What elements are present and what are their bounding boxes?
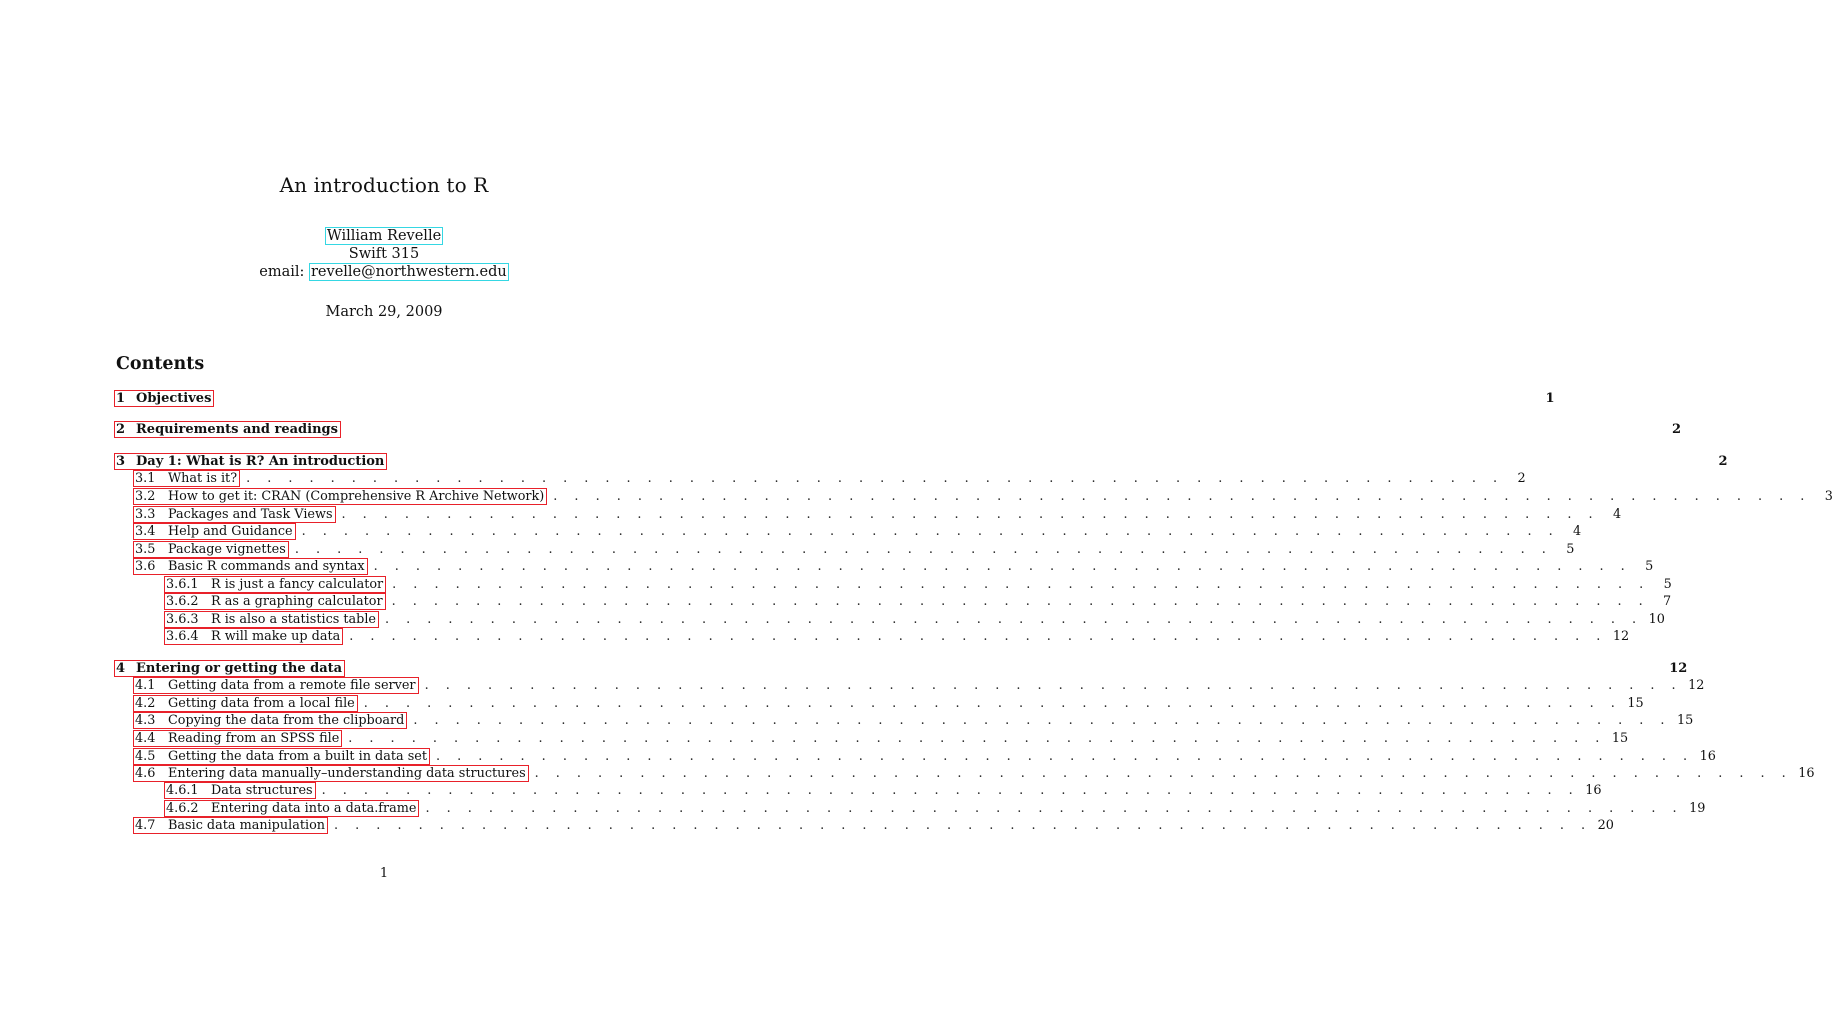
toc-page-number: 5 bbox=[1645, 559, 1654, 574]
toc-number: 3.6.1 bbox=[166, 577, 199, 592]
toc-number: 4.3 bbox=[135, 713, 156, 728]
toc-page-number: 15 bbox=[1611, 731, 1629, 746]
toc-page-number: 7 bbox=[1663, 594, 1672, 609]
toc-page-number: 3 bbox=[1824, 489, 1833, 504]
toc-page-number: 16 bbox=[1798, 766, 1815, 781]
toc-title: Data structures bbox=[211, 783, 313, 798]
toc-number: 3.2 bbox=[135, 489, 156, 504]
toc-title: Reading from an SPSS file bbox=[168, 731, 340, 746]
toc-number: 4.2 bbox=[135, 696, 156, 711]
toc-link[interactable] bbox=[133, 470, 240, 487]
toc-number: 4.6.2 bbox=[166, 801, 199, 816]
toc-leader: . . . . . . . . . . . . . . . . . . . . . . . . . . . . . . . . . . . . . . . . . . . . . . . . . . . . . . . . . . . . bbox=[348, 731, 1606, 746]
toc-number: 4.1 bbox=[135, 678, 156, 693]
toc-title: Entering or getting the data bbox=[136, 661, 343, 676]
toc-page-number: 4 bbox=[1573, 524, 1582, 539]
document-date: March 29, 2009 bbox=[325, 304, 443, 320]
toc-leader: . . . . . . . . . . . . . . . . . . . . . . . . . . . . . . . . . . . . . . . . . . . . . . . . . . . . . . . . . . . . bbox=[301, 524, 1560, 539]
toc-page-number: 20 bbox=[1597, 818, 1614, 833]
email-label: email: bbox=[259, 264, 309, 280]
toc-leader: . . . . . . . . . . . . . . . . . . . . . . . . . . . . . . . . . . . . . . . . . . . . . . . . . . . . . . . . . . . . bbox=[413, 713, 1671, 728]
toc-title: Copying the data from the clipboard bbox=[168, 713, 405, 728]
toc-number: 3.4 bbox=[135, 524, 156, 539]
toc-page-number: 2 bbox=[1718, 454, 1728, 469]
toc-leader: . . . . . . . . . . . . . . . . . . . . . . . . . . . . . . . . . . . . . . . . . . . . . . . . . . . . . . . . . . . . bbox=[246, 471, 1504, 486]
toc-entry[interactable] bbox=[135, 541, 1575, 558]
toc-page-number: 2 bbox=[1517, 471, 1526, 486]
toc-link[interactable] bbox=[164, 800, 419, 817]
toc-entry[interactable] bbox=[116, 660, 1688, 677]
toc-link[interactable] bbox=[133, 730, 342, 747]
toc-leader: . . . . . . . . . . . . . . . . . . . . . . . . . . . . . . . . . . . . . . . . . . . . . . . . . . . . . . . . . . . . bbox=[425, 801, 1684, 816]
toc-link[interactable] bbox=[164, 611, 379, 628]
toc-leader: . . . . . . . . . . . . . . . . . . . . . . . . . . . . . . . . . . . . . . . . . . . . . . . . . . . . . . . . . . . . bbox=[436, 749, 1694, 764]
toc-leader: . . . . . . . . . . . . . . . . . . . . . . . . . . . . . . . . . . . . . . . . . . . . . . . . . . . . . . . . . . . . bbox=[553, 489, 1811, 504]
toc-title: Getting data from a remote file server bbox=[168, 678, 416, 693]
toc-page-number: 5 bbox=[1566, 542, 1575, 557]
toc-entry[interactable] bbox=[135, 730, 1629, 747]
toc-number: 3.3 bbox=[135, 507, 156, 522]
toc-leader: . . . . . . . . . . . . . . . . . . . . . . . . . . . . . . . . . . . . . . . . . . . . . . . . . . . . . . . . . . . . bbox=[392, 577, 1650, 592]
toc-title: Package vignettes bbox=[168, 542, 286, 557]
toc-entry[interactable] bbox=[116, 421, 1682, 438]
toc-page-number: 2 bbox=[1671, 422, 1682, 437]
toc-title: Getting the data from a built in data set bbox=[168, 749, 427, 764]
toc-entry[interactable] bbox=[166, 782, 1602, 799]
toc-entry[interactable] bbox=[135, 506, 1622, 523]
toc-entry[interactable] bbox=[135, 748, 1716, 765]
toc-page-number: 16 bbox=[1699, 749, 1716, 764]
toc-page-number: 19 bbox=[1689, 801, 1706, 816]
toc-page-number: 16 bbox=[1585, 783, 1602, 798]
toc-title: Entering data manually–understanding data structures bbox=[168, 766, 526, 781]
toc-number: 4.6.1 bbox=[166, 783, 199, 798]
toc-link[interactable] bbox=[133, 817, 328, 834]
toc-page-number: 15 bbox=[1627, 696, 1644, 711]
toc-link[interactable] bbox=[164, 628, 343, 645]
email-link[interactable]: revelle@northwestern.edu bbox=[311, 264, 507, 280]
toc-leader: . . . . . . . . . . . . . . . . . . . . . . . . . . . . . . . . . . . . . . . . . . . . . . . . . . . . . . . . . . . . bbox=[321, 783, 1580, 798]
toc-number: 3.6 bbox=[135, 559, 156, 574]
toc-entry[interactable] bbox=[135, 523, 1582, 540]
toc-link[interactable] bbox=[114, 660, 345, 677]
toc-title: Entering data into a data.frame bbox=[211, 801, 417, 816]
toc-title: How to get it: CRAN (Comprehensive R Archive Network) bbox=[168, 489, 545, 504]
toc-entry[interactable] bbox=[166, 593, 1672, 610]
author-block bbox=[0, 227, 768, 281]
toc-leader: . . . . . . . . . . . . . . . . . . . . . . . . . . . . . . . . . . . . . . . . . . . . . . . . . . . . . . . . . . . . bbox=[391, 594, 1650, 609]
toc-entry[interactable] bbox=[116, 453, 1728, 470]
toc-title: R is just a fancy calculator bbox=[211, 577, 384, 592]
toc-link[interactable] bbox=[114, 390, 214, 407]
toc-page-number: 12 bbox=[1612, 629, 1630, 644]
toc-link[interactable] bbox=[133, 748, 430, 765]
toc-number: 3.6.2 bbox=[166, 594, 199, 609]
toc-link[interactable] bbox=[133, 695, 358, 712]
document-title: An introduction to R bbox=[279, 173, 489, 197]
toc-link[interactable] bbox=[164, 576, 386, 593]
toc-title: Help and Guidance bbox=[168, 524, 293, 539]
toc-title: R as a graphing calculator bbox=[211, 594, 383, 609]
toc-number: 3 bbox=[116, 454, 126, 469]
toc-link[interactable] bbox=[164, 593, 386, 610]
toc-number: 4.7 bbox=[135, 818, 156, 833]
toc-number: 3.5 bbox=[135, 542, 156, 557]
page-number: 1 bbox=[379, 866, 389, 881]
toc-link[interactable] bbox=[114, 421, 341, 438]
toc-leader: . . . . . . . . . . . . . . . . . . . . . . . . . . . . . . . . . . . . . . . . . . . . . . . . . . . . . . . . . . . . bbox=[294, 542, 1553, 557]
toc-number: 3.6.4 bbox=[166, 629, 199, 644]
toc-link[interactable] bbox=[133, 765, 529, 782]
toc-entry[interactable] bbox=[135, 488, 1833, 505]
toc-entry[interactable] bbox=[135, 677, 1705, 694]
toc-link[interactable] bbox=[133, 506, 336, 523]
toc-link[interactable] bbox=[133, 712, 407, 729]
toc-entry[interactable] bbox=[166, 576, 1672, 593]
toc-number: 3.6.3 bbox=[166, 612, 199, 627]
toc-page-number: 4 bbox=[1612, 507, 1622, 522]
toc-number: 4 bbox=[116, 661, 126, 676]
toc-number: 1 bbox=[116, 391, 126, 406]
toc-leader: . . . . . . . . . . . . . . . . . . . . . . . . . . . . . . . . . . . . . . . . . . . . . . . . . . . . . . . . . . . . bbox=[373, 559, 1632, 574]
toc-page-number: 1 bbox=[1545, 391, 1555, 406]
author-link[interactable]: William Revelle bbox=[326, 228, 442, 244]
toc-leader: . . . . . . . . . . . . . . . . . . . . . . . . . . . . . . . . . . . . . . . . . . . . . . . . . . . . . . . . . . . . bbox=[341, 507, 1600, 522]
toc-entry[interactable] bbox=[135, 712, 1694, 729]
toc-title: Basic R commands and syntax bbox=[168, 559, 365, 574]
toc-page-number: 12 bbox=[1669, 661, 1688, 676]
toc-title: R will make up data bbox=[211, 629, 341, 644]
toc-title: R is also a statistics table bbox=[211, 612, 376, 627]
toc-leader: . . . . . . . . . . . . . . . . . . . . . . . . . . . . . . . . . . . . . . . . . . . . . . . . . . . . . . . . . . . . bbox=[349, 629, 1607, 644]
toc-link[interactable] bbox=[133, 677, 419, 694]
toc-number: 3.1 bbox=[135, 471, 156, 486]
toc-entry[interactable] bbox=[166, 611, 1665, 628]
toc-title: Objectives bbox=[136, 391, 212, 406]
toc-number: 4.4 bbox=[135, 731, 156, 746]
toc-number: 4.6 bbox=[135, 766, 156, 781]
toc-page-number: 12 bbox=[1688, 678, 1705, 693]
toc-title: Requirements and readings bbox=[136, 422, 338, 437]
toc-link[interactable] bbox=[114, 453, 387, 470]
toc-entry[interactable] bbox=[135, 470, 1526, 487]
toc-link[interactable] bbox=[133, 488, 547, 505]
toc-number: 2 bbox=[116, 422, 126, 437]
author-office: Swift 315 bbox=[348, 246, 420, 262]
toc-leader: . . . . . . . . . . . . . . . . . . . . . . . . . . . . . . . . . . . . . . . . . . . . . . . . . . . . . . . . . . . . bbox=[424, 678, 1683, 693]
toc-entry[interactable] bbox=[135, 765, 1815, 782]
toc-page-number: 5 bbox=[1663, 577, 1672, 592]
toc-entry[interactable] bbox=[135, 817, 1614, 834]
toc-entry[interactable] bbox=[135, 695, 1644, 712]
toc-leader: . . . . . . . . . . . . . . . . . . . . . . . . . . . . . . . . . . . . . . . . . . . . . . . . . . . . . . . . . . . . bbox=[334, 818, 1592, 833]
toc-link[interactable] bbox=[133, 541, 289, 558]
toc-title: What is it? bbox=[168, 471, 238, 486]
toc-entry[interactable] bbox=[166, 628, 1630, 645]
toc-link[interactable] bbox=[164, 782, 316, 799]
toc-link[interactable] bbox=[133, 523, 296, 540]
toc-entry[interactable] bbox=[135, 558, 1654, 575]
toc-page-number: 10 bbox=[1648, 612, 1665, 627]
toc-title: Day 1: What is R? An introduction bbox=[136, 454, 385, 469]
toc-leader: . . . . . . . . . . . . . . . . . . . . . . . . . . . . . . . . . . . . . . . . . . . . . . . . . . . . . . . . . . . . bbox=[363, 696, 1622, 711]
toc-entry[interactable] bbox=[116, 390, 1555, 407]
toc-entry[interactable] bbox=[166, 800, 1706, 817]
contents-heading: Contents bbox=[116, 354, 205, 374]
toc-number: 4.5 bbox=[135, 749, 156, 764]
toc-leader: . . . . . . . . . . . . . . . . . . . . . . . . . . . . . . . . . . . . . . . . . . . . . . . . . . . . . . . . . . . . bbox=[385, 612, 1643, 627]
toc-link[interactable] bbox=[133, 558, 368, 575]
toc-title: Getting data from a local file bbox=[168, 696, 355, 711]
toc-page-number: 15 bbox=[1676, 713, 1694, 728]
toc-title: Basic data manipulation bbox=[168, 818, 326, 833]
toc-leader: . . . . . . . . . . . . . . . . . . . . . . . . . . . . . . . . . . . . . . . . . . . . . . . . . . . . . . . . . . . . bbox=[534, 766, 1793, 781]
toc-title: Packages and Task Views bbox=[168, 507, 333, 522]
